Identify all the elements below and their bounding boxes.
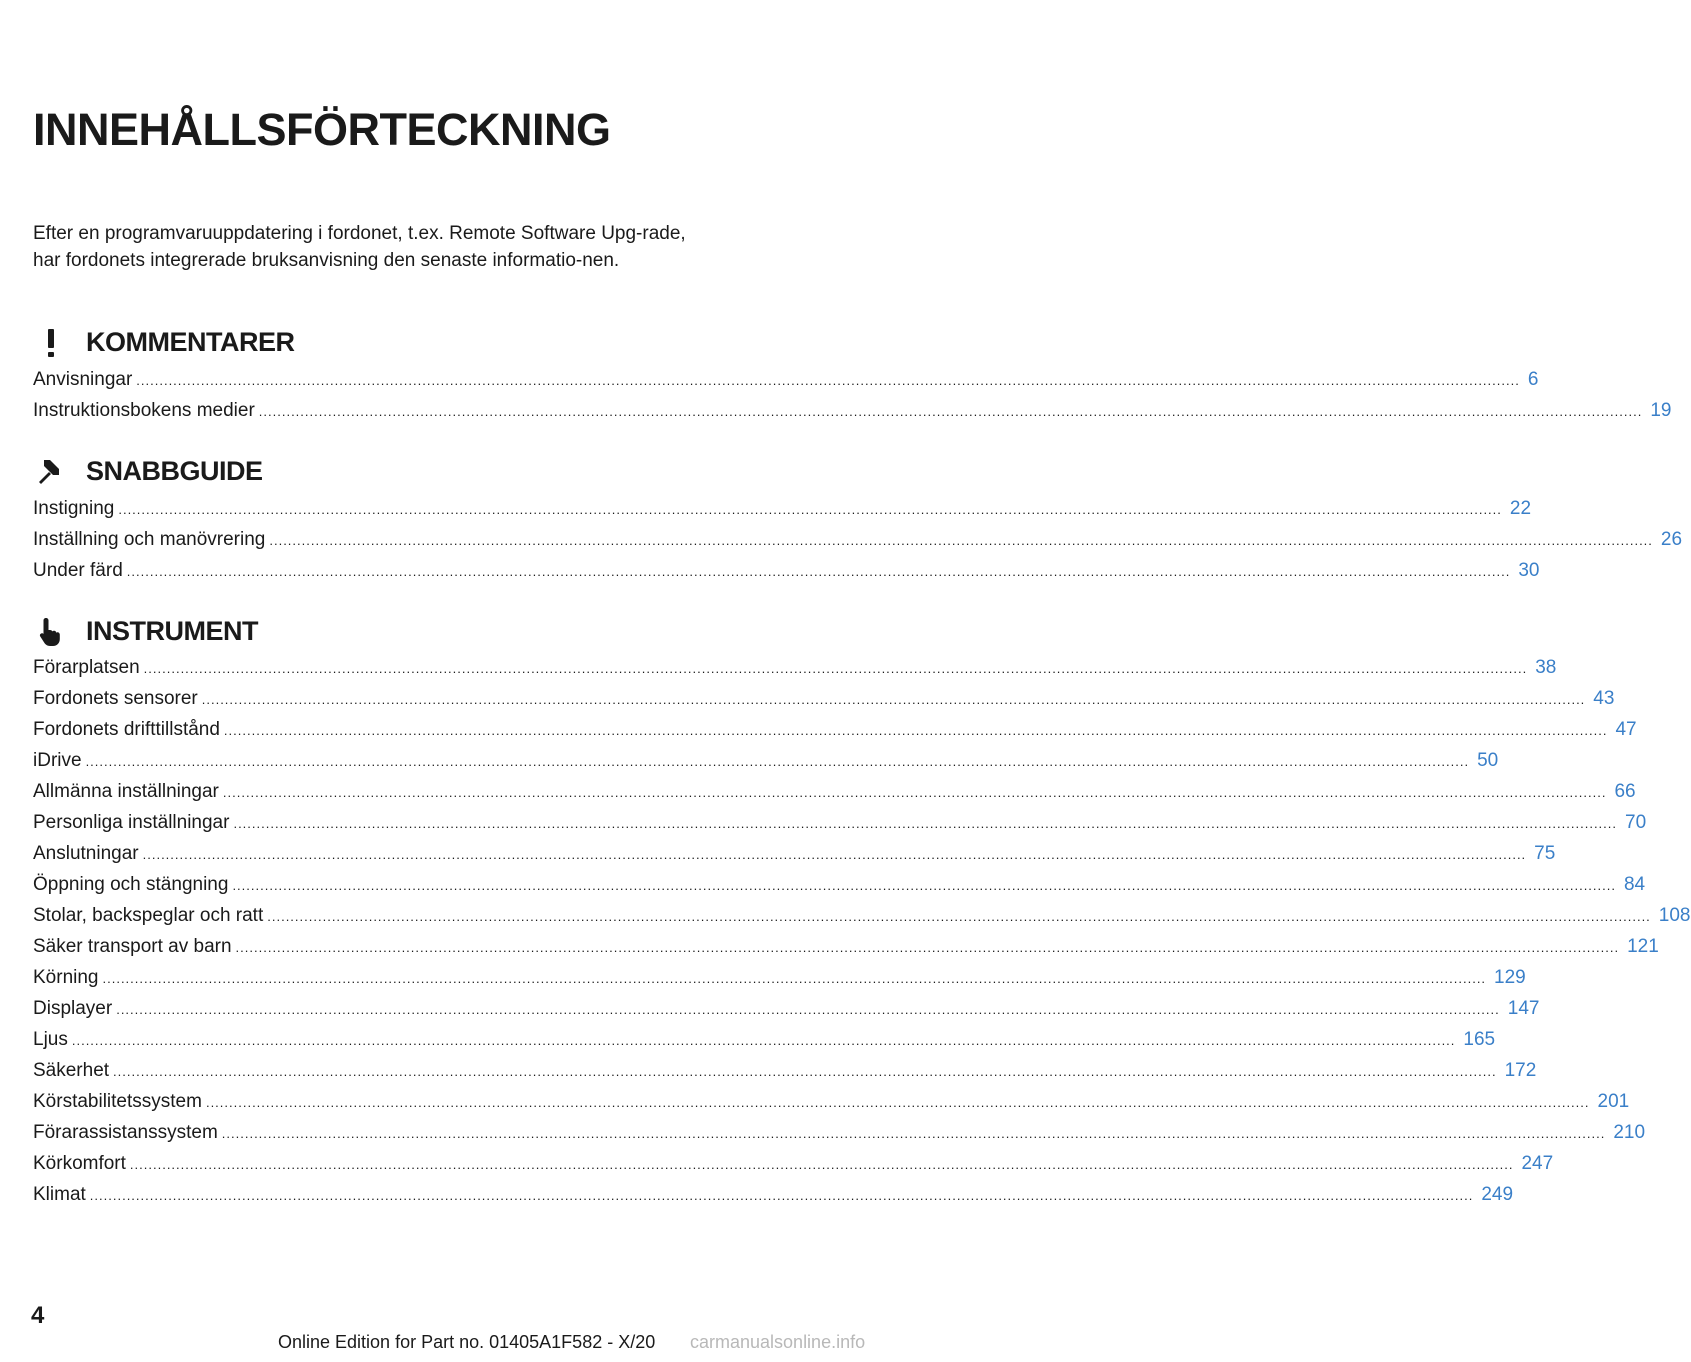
toc-leader: ............................................................................................................................................................................................................................................................................................................ [71, 1033, 1456, 1048]
toc-entry-page[interactable]: 210 [1613, 1122, 1646, 1143]
toc-entry-page[interactable]: 249 [1481, 1184, 1514, 1205]
toc-entry-title: Säkerhet [33, 1060, 110, 1081]
toc-entry-title: Ljus [33, 1029, 68, 1050]
toc-entry-page[interactable]: 70 [1625, 812, 1647, 833]
toc-leader: ............................................................................................................................................................................................................................................................................................................ [258, 404, 1643, 419]
toc-entry-title: Anvisningar [33, 369, 133, 390]
toc-entry-title: Fordonets drifttillstånd [33, 719, 220, 740]
toc-entry[interactable] [33, 683, 1615, 714]
toc-list-kommentarer [33, 364, 1672, 426]
toc-leader: ............................................................................................................................................................................................................................................................................................................ [221, 1126, 1606, 1141]
toc-entry-page[interactable]: 172 [1504, 1060, 1537, 1081]
toc-entry-page[interactable]: 22 [1509, 498, 1532, 519]
toc-entry-page[interactable]: 129 [1494, 967, 1526, 988]
toc-entry[interactable] [33, 1117, 1646, 1148]
toc-entry[interactable] [33, 1148, 1554, 1179]
toc-leader: ............................................................................................................................................................................................................................................................................................................ [136, 373, 1520, 388]
toc-entry-page[interactable]: 66 [1614, 781, 1636, 802]
toc-list-snabbguide [33, 493, 1683, 586]
toc-entry-title: Under färd [33, 560, 123, 581]
toc-entry[interactable] [33, 714, 1637, 745]
page-title: INNEHÅLLSFÖRTECKNING [33, 104, 611, 155]
toc-leader: ............................................................................................................................................................................................................................................................................................................ [269, 533, 1653, 548]
section-header-snabbguide [33, 452, 693, 492]
toc-entry[interactable] [33, 838, 1556, 869]
toc-entry-title: Anslutningar [33, 843, 139, 864]
toc-entry-page[interactable]: 47 [1615, 719, 1637, 740]
toc-entry[interactable] [33, 395, 1672, 426]
toc-leader: ............................................................................................................................................................................................................................................................................................................ [143, 661, 1528, 676]
toc-entry-page[interactable]: 201 [1597, 1091, 1630, 1112]
toc-leader: ............................................................................................................................................................................................................................................................................................................ [85, 754, 1470, 769]
exclamation-icon [33, 325, 69, 361]
toc-leader: ............................................................................................................................................................................................................................................................................................................ [126, 564, 1511, 579]
toc-leader: ............................................................................................................................................................................................................................................................................................................ [267, 909, 1651, 924]
toc-entry-page[interactable]: 84 [1623, 874, 1646, 895]
toc-entry[interactable] [33, 652, 1557, 683]
toc-entry[interactable] [33, 745, 1499, 776]
toc-entry[interactable] [33, 900, 1691, 931]
toc-entry[interactable] [33, 962, 1526, 993]
toc-entry[interactable] [33, 1086, 1630, 1117]
toc-entry-page[interactable]: 19 [1650, 400, 1672, 421]
toc-entry-page[interactable]: 165 [1463, 1029, 1496, 1050]
toc-leader: ............................................................................................................................................................................................................................................................................................................ [233, 816, 1617, 831]
toc-entry[interactable] [33, 493, 1532, 524]
section-title: INSTRUMENT [86, 616, 258, 646]
toc-entry-title: Körkomfort [33, 1153, 126, 1174]
toc-entry-title: Körning [33, 967, 99, 988]
toc-leader: ............................................................................................................................................................................................................................................................................................................ [89, 1188, 1474, 1203]
toc-entry-title: Stolar, backspeglar och ratt [33, 905, 264, 926]
intro-text: Efter en programvaruuppdatering i fordonet, t.ex. Remote Software Upg-rade, har fordonets integrerade bruksanvisning den senaste informatio-nen. [33, 223, 686, 271]
toc-entry[interactable] [33, 1024, 1496, 1055]
toc-entry-page[interactable]: 50 [1477, 750, 1499, 771]
pointing-hand-icon [33, 614, 69, 650]
toc-entry-page[interactable]: 75 [1534, 843, 1556, 864]
toc-entry-title: Fordonets sensorer [33, 688, 198, 709]
watermark: carmanualsonline.info [690, 1332, 866, 1352]
toc-entry-title: Allmänna inställningar [33, 781, 219, 802]
toc-entry[interactable] [33, 993, 1540, 1024]
toc-entry-title: Öppning och stängning [33, 874, 229, 895]
toc-entry-title: Körstabilitetssystem [33, 1091, 202, 1112]
toc-entry-title: iDrive [33, 750, 82, 771]
toc-entry-page[interactable]: 247 [1521, 1153, 1554, 1174]
toc-entry-page[interactable]: 26 [1660, 529, 1683, 550]
toc-entry[interactable] [33, 1055, 1537, 1086]
toc-leader: ............................................................................................................................................................................................................................................................................................................ [142, 847, 1527, 862]
toc-leader: ............................................................................................................................................................................................................................................................................................................ [201, 692, 1586, 707]
section-title: KOMMENTARER [86, 327, 295, 357]
toc-entry[interactable] [33, 869, 1646, 900]
toc-entry[interactable] [33, 555, 1540, 586]
toc-entry-title: Instruktionsbokens medier [33, 400, 255, 421]
toc-leader: ............................................................................................................................................................................................................................................................................................................ [116, 1002, 1500, 1017]
section-header-instrument [33, 612, 693, 652]
toc-entry-page[interactable]: 43 [1593, 688, 1615, 709]
toc-entry-title: Säker transport av barn [33, 936, 232, 957]
toc-entry-title: Inställning och manövrering [33, 529, 266, 550]
toc-leader: ............................................................................................................................................................................................................................................................................................................ [235, 940, 1620, 955]
toc-entry[interactable] [33, 776, 1636, 807]
toc-entry-title: Klimat [33, 1184, 86, 1205]
toc-entry-title: Förarassistanssystem [33, 1122, 218, 1143]
pin-icon [33, 454, 69, 490]
toc-entry[interactable] [33, 364, 1539, 395]
toc-entry-page[interactable]: 6 [1527, 369, 1539, 390]
toc-entry-page[interactable]: 121 [1627, 936, 1659, 957]
toc-leader: ............................................................................................................................................................................................................................................................................................................ [205, 1095, 1590, 1110]
toc-leader: ............................................................................................................................................................................................................................................................................................................ [129, 1157, 1514, 1172]
toc-leader: ............................................................................................................................................................................................................................................................................................................ [222, 785, 1607, 800]
toc-entry[interactable] [33, 1179, 1514, 1210]
page-number: 4 [31, 1302, 45, 1329]
toc-entry-title: Förarplatsen [33, 657, 140, 678]
toc-leader: ............................................................................................................................................................................................................................................................................................................ [102, 971, 1487, 986]
toc-leader: ............................................................................................................................................................................................................................................................................................................ [232, 878, 1616, 893]
toc-entry-page[interactable]: 108 [1658, 905, 1691, 926]
footer-edition: Online Edition for Part no. 01405A1F582 - X/20 [278, 1332, 656, 1352]
toc-entry-page[interactable]: 147 [1507, 998, 1540, 1019]
toc-entry[interactable] [33, 807, 1647, 838]
toc-leader: ............................................................................................................................................................................................................................................................................................................ [223, 723, 1608, 738]
toc-entry-page[interactable]: 30 [1518, 560, 1540, 581]
toc-entry-title: Instigning [33, 498, 115, 519]
toc-entry-title: Personliga inställningar [33, 812, 230, 833]
section-header-kommentarer [33, 323, 693, 363]
section-title: SNABBGUIDE [86, 456, 263, 486]
toc-entry[interactable] [33, 931, 1659, 962]
toc-list-instrument [33, 652, 1691, 1210]
toc-entry-page[interactable]: 38 [1535, 657, 1557, 678]
toc-leader: ............................................................................................................................................................................................................................................................................................................ [118, 502, 1502, 517]
toc-leader: ............................................................................................................................................................................................................................................................................................................ [113, 1064, 1497, 1079]
toc-entry-title: Displayer [33, 998, 113, 1019]
toc-entry[interactable] [33, 524, 1683, 555]
